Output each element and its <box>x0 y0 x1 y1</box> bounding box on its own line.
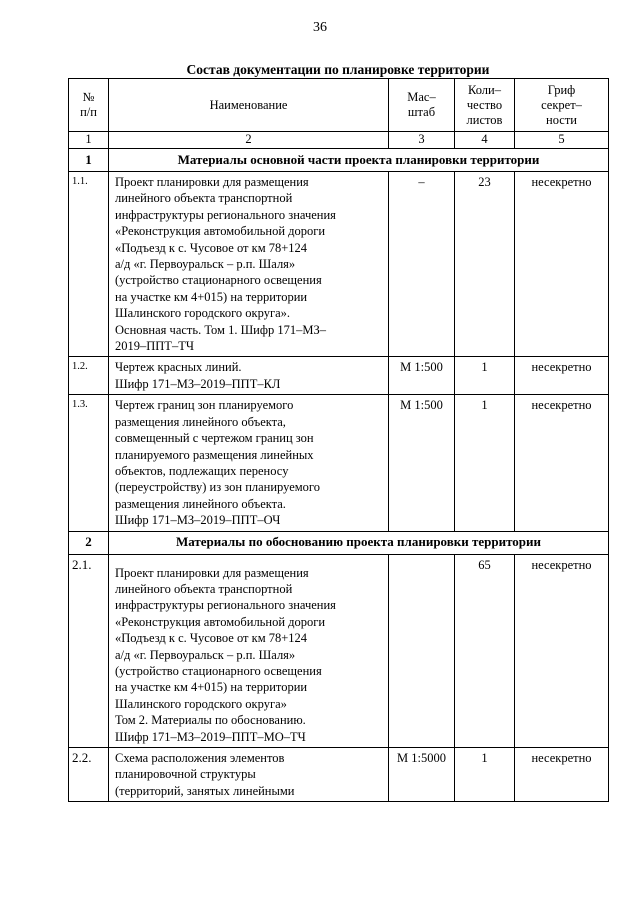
row-grif: несекретно <box>515 395 609 531</box>
row-name: Чертеж красных линий. Шифр 171–МЗ–2019–ППТ–КЛ <box>109 357 389 395</box>
section-row <box>69 149 609 172</box>
column-number: 1 <box>69 132 109 149</box>
row-grif: несекретно <box>515 172 609 357</box>
document-title: Состав документации по планировке территории <box>186 62 490 77</box>
row-grif: несекретно <box>515 554 609 747</box>
header-name: Наименование <box>109 79 389 132</box>
header-row <box>69 79 609 132</box>
table-row <box>69 748 609 802</box>
documentation-table <box>68 78 609 802</box>
column-number: 3 <box>389 132 455 149</box>
row-scale: М 1:5000 <box>389 748 455 802</box>
header-grif: Гриф секрет– ности <box>515 79 609 132</box>
row-count: 1 <box>455 357 515 395</box>
row-grif: несекретно <box>515 748 609 802</box>
row-name: Проект планировки для размещения линейного объекта транспортной инфраструктуры регионального значения «Реконструкция автомобильной дороги «Подъезд к с. Чусовое от км 78+124 а/д «г. Первоуральск – р.п. Шаля» (устройство стационарного освещения на участке км 4+015) на территории Шалинского городского округа» Том 2. Материалы по обоснованию. Шифр 171–МЗ–2019–ППТ–МО–ТЧ <box>109 554 389 747</box>
row-number: 1.3. <box>69 395 109 531</box>
row-number: 2.2. <box>69 748 109 802</box>
table-row <box>69 357 609 395</box>
column-number: 5 <box>515 132 609 149</box>
table-row <box>69 395 609 531</box>
row-number: 1.1. <box>69 172 109 357</box>
row-scale: М 1:500 <box>389 395 455 531</box>
row-grif: несекретно <box>515 357 609 395</box>
row-name: Чертеж границ зон планируемого размещения линейного объекта, совмещенный с чертежом границ зон планируемого размещения линейных объектов, подлежащих переносу (переустройству) из зон планируемого размещения линейного объекта. Шифр 171–МЗ–2019–ППТ–ОЧ <box>109 395 389 531</box>
column-number: 2 <box>109 132 389 149</box>
row-number: 1.2. <box>69 357 109 395</box>
section-title: Материалы по обоснованию проекта планировки территории <box>109 531 609 554</box>
header-scale: Мас– штаб <box>389 79 455 132</box>
column-number-row <box>69 132 609 149</box>
table-row <box>69 172 609 357</box>
row-count: 23 <box>455 172 515 357</box>
row-count: 1 <box>455 395 515 531</box>
page-number: 36 <box>313 20 327 35</box>
header-count: Коли– чество листов <box>455 79 515 132</box>
section-number: 1 <box>69 149 109 172</box>
row-scale: М 1:500 <box>389 357 455 395</box>
header-no: № п/п <box>69 79 109 132</box>
row-scale <box>389 554 455 747</box>
row-scale: – <box>389 172 455 357</box>
column-number: 4 <box>455 132 515 149</box>
section-title: Материалы основной части проекта планировки территории <box>109 149 609 172</box>
row-count: 65 <box>455 554 515 747</box>
row-count: 1 <box>455 748 515 802</box>
section-row <box>69 531 609 554</box>
section-number: 2 <box>69 531 109 554</box>
table-row <box>69 554 609 747</box>
row-name: Проект планировки для размещения линейного объекта транспортной инфраструктуры регионального значения «Реконструкция автомобильной дороги «Подъезд к с. Чусовое от км 78+124 а/д «г. Первоуральск – р.п. Шаля» (устройство стационарного освещения на участке км 4+015) на территории Шалинского городского округа». Основная часть. Том 1. Шифр 171–МЗ– 2019–ППТ–ТЧ <box>109 172 389 357</box>
row-number: 2.1. <box>69 554 109 747</box>
row-name: Схема расположения элементов планировочной структуры (территорий, занятых линейными <box>109 748 389 802</box>
